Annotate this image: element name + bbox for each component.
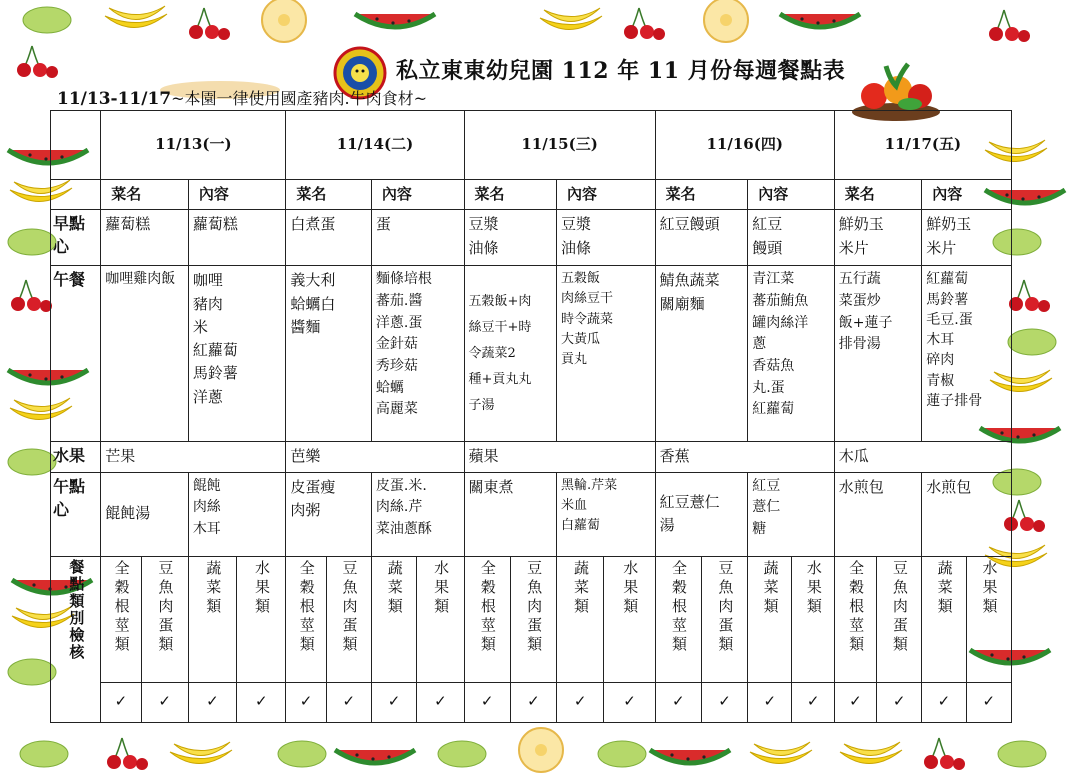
afternoon-dish: 紅豆薏仁 湯: [655, 472, 748, 556]
group-cell: [286, 556, 326, 682]
group-vegetable: 蔬菜類: [204, 559, 223, 617]
group-grain: 全穀根莖類: [478, 559, 497, 655]
afternoon-content: 皮蛋.米. 肉絲.芹 菜油蔥酥: [371, 472, 464, 556]
group-cell: [464, 556, 510, 682]
sub-header-row: [51, 180, 1012, 210]
group-cell: [188, 556, 236, 682]
breakfast-content: 蘿蔔糕: [188, 210, 286, 266]
group-cell: [877, 556, 922, 682]
group-fruit: 水果類: [432, 559, 451, 617]
group-fruit: 水果類: [621, 559, 640, 617]
corner-cell: [51, 111, 101, 180]
checkmark: ✓: [417, 682, 464, 722]
blank-label-cell: [51, 180, 101, 210]
breakfast-content: 紅豆 饅頭: [748, 210, 835, 266]
group-cell: [748, 556, 792, 682]
afternoon-content: 水煎包: [922, 472, 1012, 556]
lunch-dish: 咖哩雞肉飯: [101, 266, 189, 442]
group-cell: [417, 556, 464, 682]
checkmark: ✓: [877, 682, 922, 722]
group-cell: [237, 556, 286, 682]
breakfast-row: [51, 210, 1012, 266]
checkmark: ✓: [286, 682, 326, 722]
checkmark-row: [51, 682, 1012, 722]
group-cell: [834, 556, 876, 682]
group-vegetable: 蔬菜類: [571, 559, 590, 617]
date-header: 11/15(三): [464, 111, 655, 180]
date-header: 11/17(五): [834, 111, 1011, 180]
fruit-value: 香蕉: [655, 442, 834, 472]
checkmark: ✓: [101, 682, 141, 722]
breakfast-dish: 蘿蔔糕: [101, 210, 189, 266]
date-header: 11/16(四): [655, 111, 834, 180]
checkmark: ✓: [655, 682, 701, 722]
group-grain: 全穀根莖類: [847, 559, 866, 655]
page-title: 私立東東幼兒園 112 年 11 月份每週餐點表: [396, 58, 846, 84]
group-grain: 全穀根莖類: [297, 559, 316, 655]
lunch-content: 麵條培根 蕃茄.醬 洋蔥.蛋 金針菇 秀珍菇 蛤蠣 高麗菜: [371, 266, 464, 442]
dish-header: 菜名: [834, 180, 922, 210]
lunch-label: 午餐: [51, 266, 101, 442]
group-fruit: 水果類: [980, 559, 999, 617]
group-cell: [604, 556, 655, 682]
date-header-row: [51, 111, 1012, 180]
breakfast-dish: 紅豆饅頭: [655, 210, 748, 266]
check-label: [51, 556, 101, 722]
group-protein: 豆魚肉蛋類: [525, 559, 544, 655]
group-protein: 豆魚肉蛋類: [716, 559, 735, 655]
breakfast-dish: 豆漿 油條: [464, 210, 557, 266]
checkmark: ✓: [922, 682, 966, 722]
group-vegetable: 蔬菜類: [761, 559, 780, 617]
afternoon-content: 紅豆 薏仁 糖: [748, 472, 835, 556]
group-grain: 全穀根莖類: [112, 559, 131, 655]
group-protein: 豆魚肉蛋類: [156, 559, 175, 655]
dish-header: 菜名: [286, 180, 372, 210]
group-cell: [966, 556, 1011, 682]
group-cell: [326, 556, 371, 682]
group-cell: [922, 556, 966, 682]
lunch-dish: 義大利 蛤蠣白 醬麵: [286, 266, 372, 442]
week-range-line: [57, 86, 427, 109]
afternoon-dish: 皮蛋瘦 肉粥: [286, 472, 372, 556]
checkmark: ✓: [792, 682, 834, 722]
check-label-text: 餐點類別檢核: [67, 558, 86, 661]
group-grain: 全穀根莖類: [670, 559, 689, 655]
group-protein: 豆魚肉蛋類: [890, 559, 909, 655]
fruit-value: 木瓜: [834, 442, 1011, 472]
breakfast-dish: 鮮奶玉 米片: [834, 210, 922, 266]
content-header: 內容: [188, 180, 286, 210]
afternoon-label: 午點心: [51, 472, 101, 556]
fruit-row: [51, 442, 1012, 472]
group-fruit: 水果類: [804, 559, 823, 617]
group-cell: [371, 556, 416, 682]
lunch-content: 咖哩 豬肉 米 紅蘿蔔 馬鈴薯 洋蔥: [188, 266, 286, 442]
food-group-row: [51, 556, 1012, 682]
checkmark: ✓: [371, 682, 416, 722]
lunch-content: 紅蘿蔔 馬鈴薯 毛豆.蛋 木耳 碎肉 青椒 蓮子排骨: [922, 266, 1012, 442]
afternoon-content: 黑輪.芹菜 米血 白蘿蔔: [557, 472, 656, 556]
breakfast-content: 蛋: [371, 210, 464, 266]
checkmark: ✓: [604, 682, 655, 722]
group-cell: [701, 556, 747, 682]
content-header: 內容: [371, 180, 464, 210]
date-header: 11/14(二): [286, 111, 464, 180]
dish-header: 菜名: [464, 180, 557, 210]
afternoon-dish: 水煎包: [834, 472, 922, 556]
checkmark: ✓: [237, 682, 286, 722]
lunch-dish: 五行蔬 菜蛋炒 飯+蓮子 排骨湯: [834, 266, 922, 442]
group-cell: [141, 556, 188, 682]
checkmark: ✓: [701, 682, 747, 722]
group-cell: [510, 556, 556, 682]
breakfast-content: 鮮奶玉 米片: [922, 210, 1012, 266]
fruit-value: 芭樂: [286, 442, 464, 472]
breakfast-dish: 白煮蛋: [286, 210, 372, 266]
group-cell: [557, 556, 604, 682]
group-protein: 豆魚肉蛋類: [340, 559, 359, 655]
content-header: 內容: [557, 180, 656, 210]
checkmark: ✓: [557, 682, 604, 722]
date-header: 11/13(一): [101, 111, 286, 180]
group-fruit: 水果類: [253, 559, 271, 617]
lunch-dish: 五穀飯+肉 絲豆干+時 令蔬菜2 種+貢丸丸 子湯: [464, 266, 557, 442]
afternoon-row: [51, 472, 1012, 556]
checkmark: ✓: [834, 682, 876, 722]
afternoon-content: 餛飩 肉絲 木耳: [188, 472, 286, 556]
group-cell: [101, 556, 141, 682]
fruit-value: 芒果: [101, 442, 286, 472]
checkmark: ✓: [188, 682, 236, 722]
checkmark: ✓: [510, 682, 556, 722]
checkmark: ✓: [748, 682, 792, 722]
dish-header: 菜名: [655, 180, 748, 210]
checkmark: ✓: [141, 682, 188, 722]
checkmark: ✓: [966, 682, 1011, 722]
lunch-content: 五穀飯 肉絲豆干 時令蔬菜 大黃瓜 貢丸: [557, 266, 656, 442]
group-vegetable: 蔬菜類: [385, 559, 404, 617]
group-cell: [792, 556, 834, 682]
checkmark: ✓: [326, 682, 371, 722]
dish-header: 菜名: [101, 180, 189, 210]
lunch-dish: 鯖魚蔬菜 關廟麵: [655, 266, 748, 442]
weekly-menu-table: [50, 110, 1012, 723]
group-vegetable: 蔬菜類: [935, 559, 954, 617]
lunch-content: 青江菜 蕃茄鮪魚 罐肉絲洋 蔥 香菇魚 丸.蛋 紅蘿蔔: [748, 266, 835, 442]
content-header: 內容: [748, 180, 835, 210]
lunch-row: [51, 266, 1012, 442]
group-cell: [655, 556, 701, 682]
afternoon-dish: 餛飩湯: [101, 472, 189, 556]
week-range: 11/13-11/17: [57, 89, 172, 109]
breakfast-label: 早點心: [51, 210, 101, 266]
fruit-label: 水果: [51, 442, 101, 472]
meat-origin-note: ~本園一律使用國產豬肉.牛肉食材~: [171, 89, 428, 108]
afternoon-dish: 關東煮: [464, 472, 557, 556]
content-header: 內容: [922, 180, 1012, 210]
breakfast-content: 豆漿 油條: [557, 210, 656, 266]
fruit-value: 蘋果: [464, 442, 655, 472]
checkmark: ✓: [464, 682, 510, 722]
